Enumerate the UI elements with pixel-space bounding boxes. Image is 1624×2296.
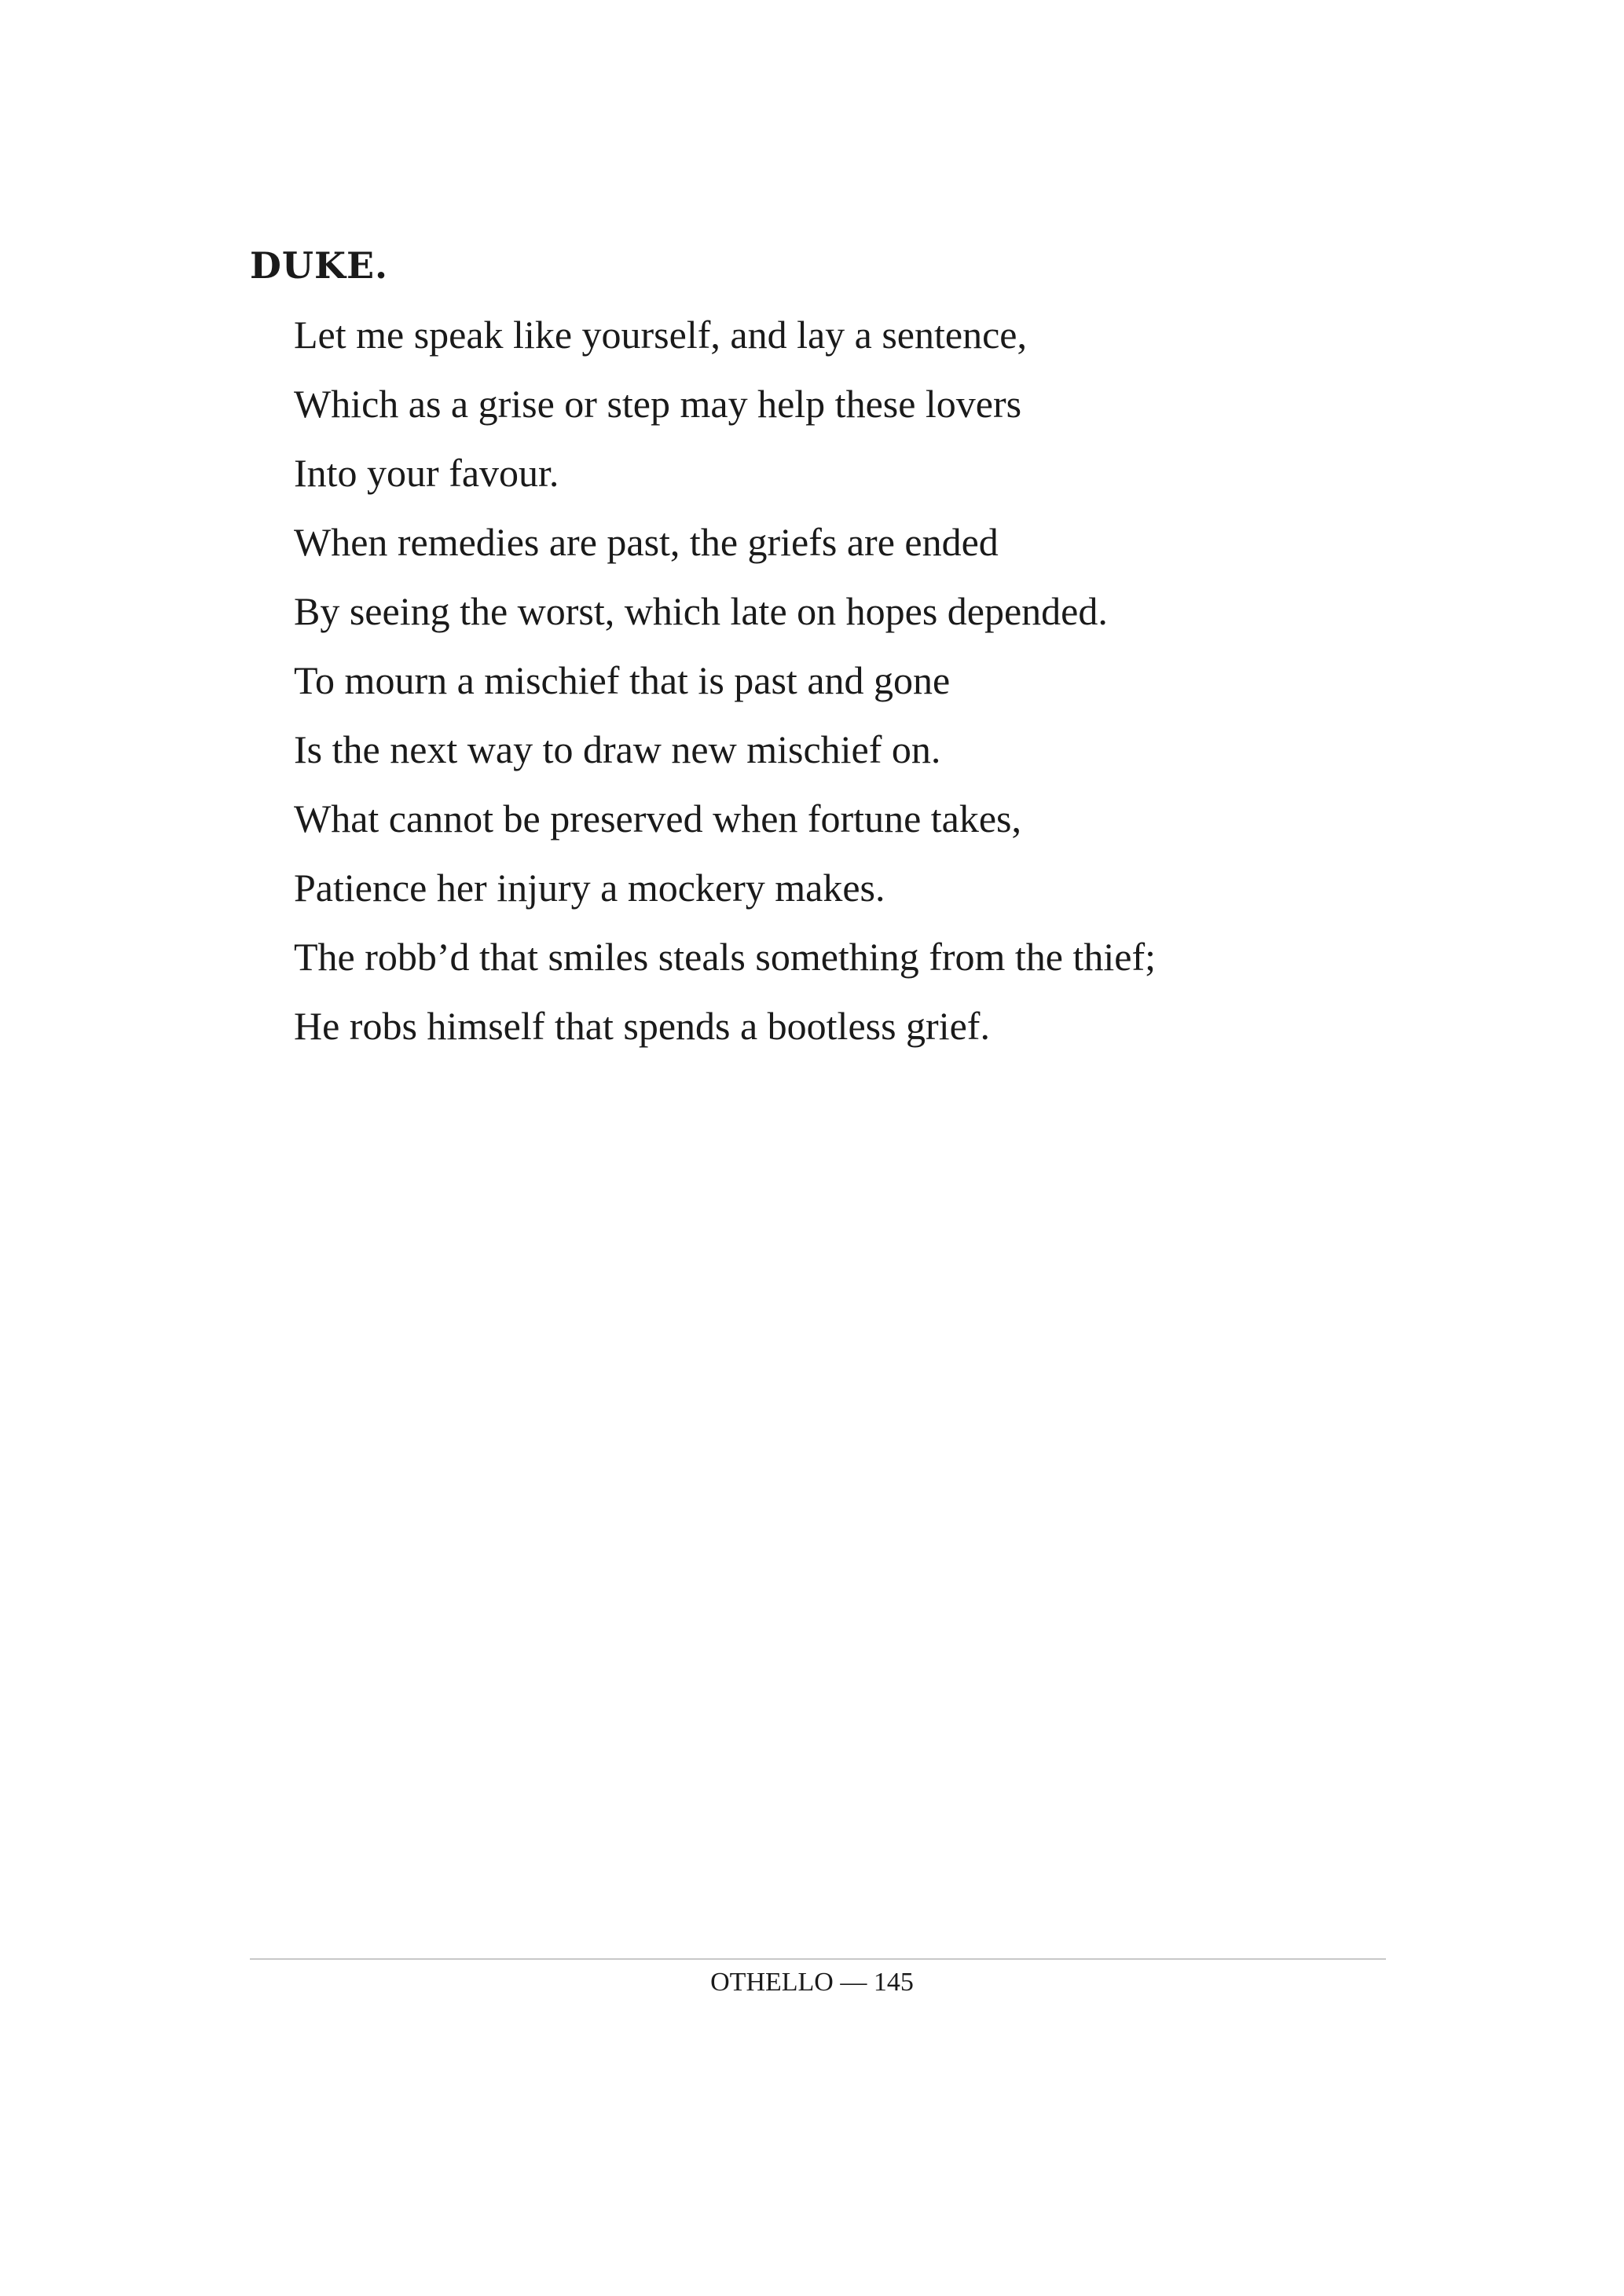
verse-line: Is the next way to draw new mischief on.	[294, 727, 941, 771]
verse-line: Let me speak like yourself, and lay a sentence,	[294, 313, 1027, 357]
verse-line: By seeing the worst, which late on hopes depended.	[294, 589, 1108, 633]
page-footer: OTHELLO — 145	[710, 1968, 914, 1997]
verse-line: He robs himself that spends a bootless grief.	[294, 1004, 990, 1048]
verse-block	[294, 306, 1156, 1067]
verse-line: Which as a grise or step may help these lovers	[294, 382, 1022, 426]
footer-divider	[250, 1958, 1386, 1960]
verse-line: The robb’d that smiles steals something from the thief;	[294, 935, 1156, 979]
verse-line: Into your favour.	[294, 451, 559, 495]
verse-line: To mourn a mischief that is past and gone	[294, 658, 951, 702]
speaker-name: DUKE.	[250, 244, 389, 287]
verse-line: Patience her injury a mockery makes.	[294, 866, 885, 910]
verse-line: When remedies are past, the griefs are ended	[294, 520, 999, 564]
verse-line: What cannot be preserved when fortune takes,	[294, 796, 1022, 840]
